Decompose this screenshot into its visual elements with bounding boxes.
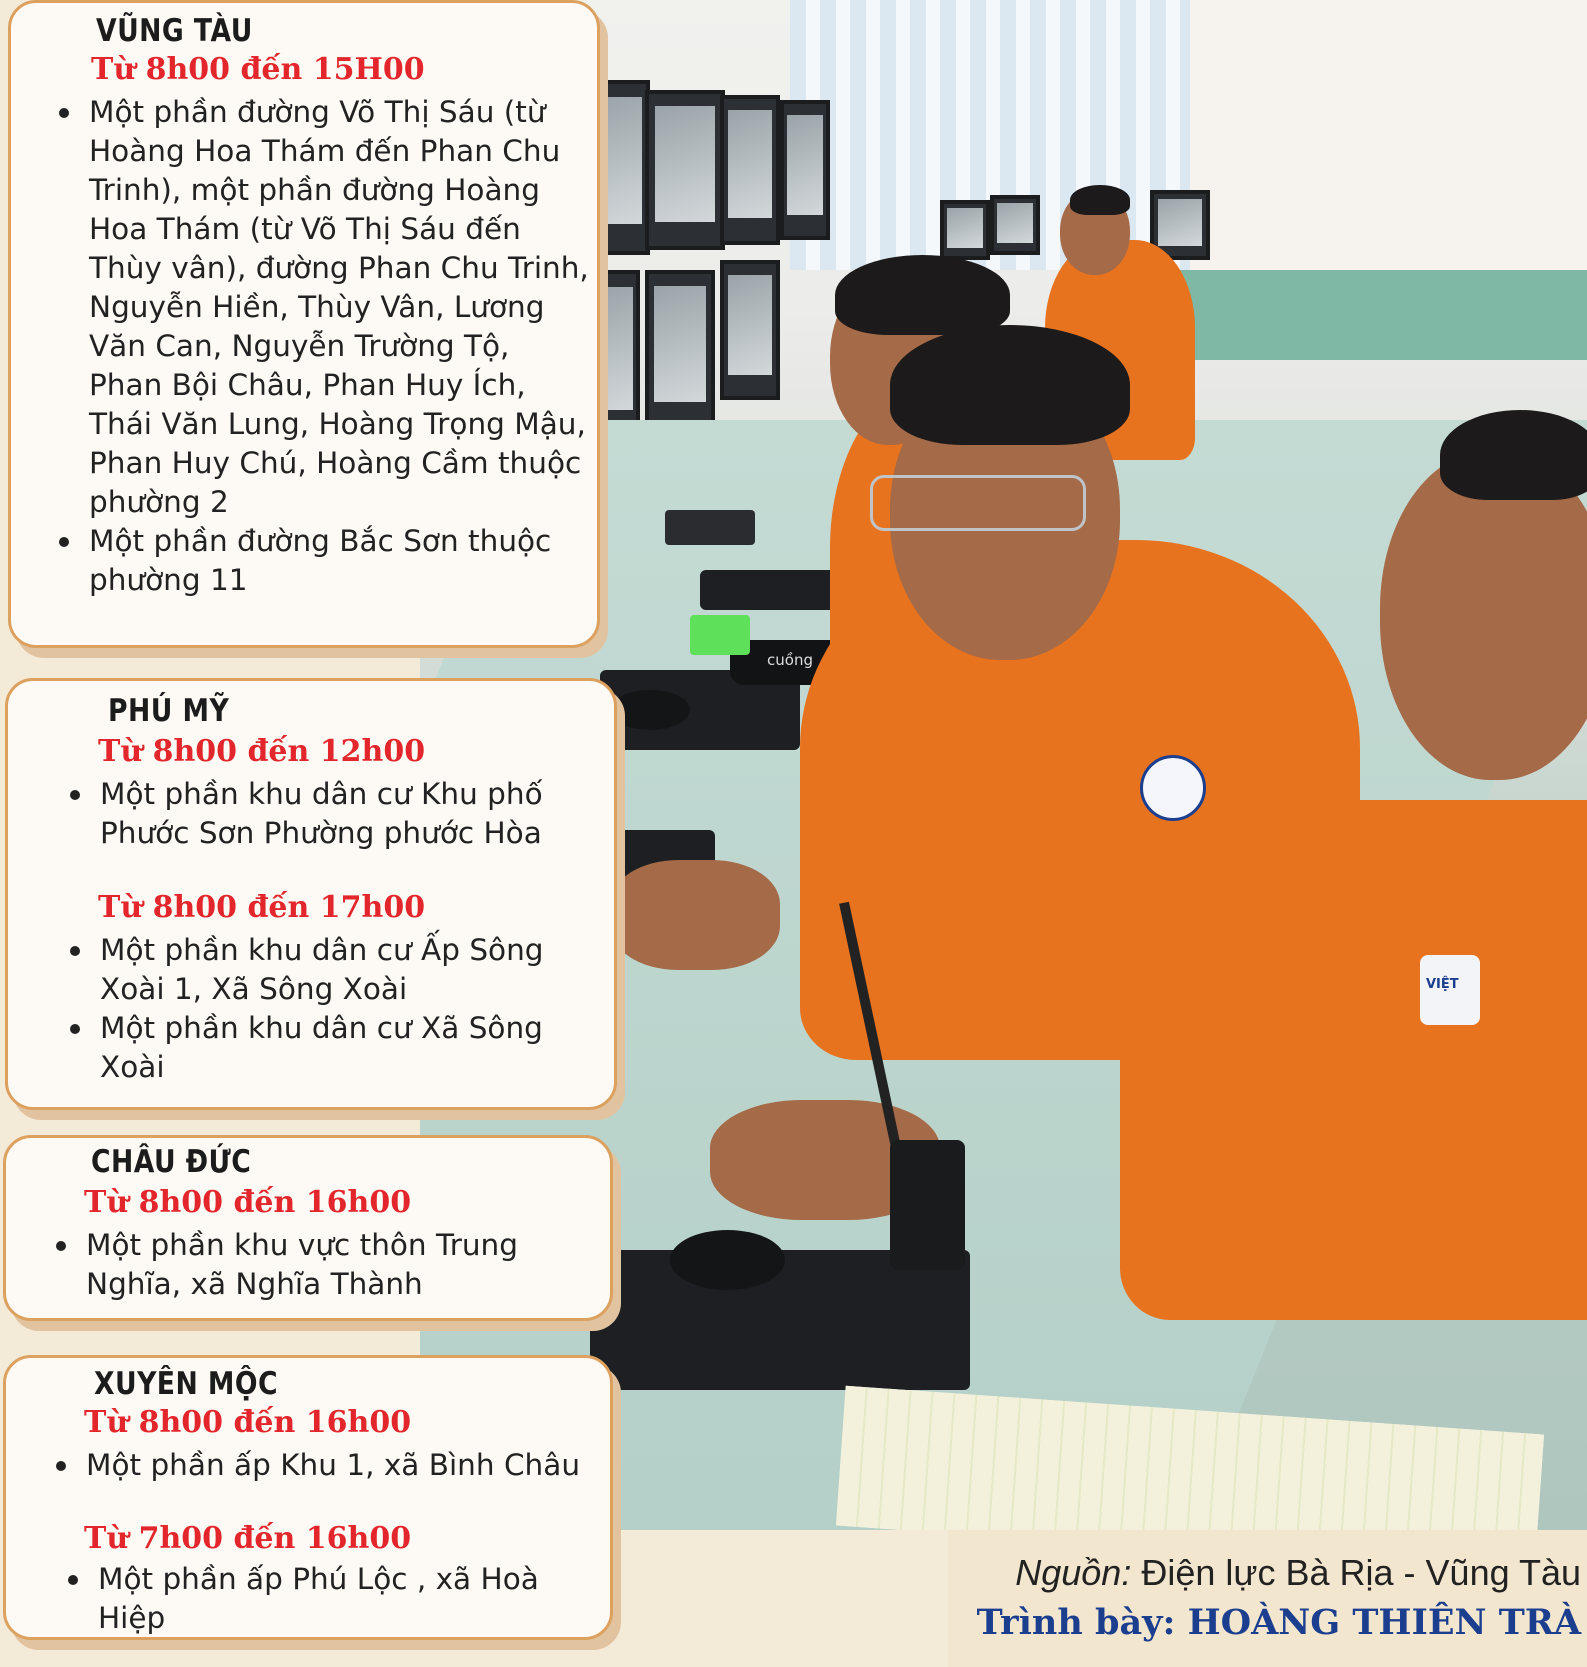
credits-box [948,1530,1587,1667]
time-range: Từ 8h00 đến 15H00 [91,52,425,87]
time-range: Từ 8h00 đến 16h00 [84,1405,412,1440]
back-wall [1190,0,1587,300]
mouse [610,690,690,730]
designer-line: Trình bày: HOÀNG THIÊN TRÀ [976,1602,1581,1643]
list-item: Một phần ấp Phú Lộc , xã Hoà Hiệp [98,1560,598,1638]
evn-logo-icon [1140,755,1206,821]
name-sign-text: cuồng [767,651,813,669]
monitor [990,195,1040,255]
region-title: CHÂU ĐỨC [91,1144,252,1180]
time-range: Từ 8h00 đến 12h00 [98,734,426,769]
eyeglasses [870,475,1086,531]
area-list [89,93,589,600]
monitor [720,95,780,245]
green-stand [690,615,750,655]
area-list [98,1560,598,1638]
monitor [780,100,830,240]
uniform-badge [1420,955,1480,1025]
monitor [720,260,780,400]
area-list [100,931,610,1087]
list-item: Một phần khu vực thôn Trung Nghĩa, xã Nghĩa Thành [86,1226,596,1304]
time-range: Từ 7h00 đến 16h00 [84,1521,412,1556]
card-vung-tau [8,0,600,648]
card-phu-my [5,678,617,1110]
worker-right [1120,800,1587,1320]
source-value: Điện lực Bà Rịa - Vũng Tàu [1141,1552,1581,1593]
worker-hair [890,325,1130,445]
monitor [645,90,725,250]
region-title: PHÚ MỸ [108,693,230,729]
mouse [670,1230,785,1290]
worker-hair [1440,410,1587,500]
list-item: Một phần khu dân cư Khu phố Phước Sơn Phường phước Hòa [100,775,610,853]
time-range: Từ 8h00 đến 17h00 [98,890,426,925]
source-label: Nguồn: [1015,1552,1132,1593]
monitor [940,200,990,260]
card-chau-duc [3,1135,613,1321]
area-list [86,1446,596,1485]
list-item: Một phần khu dân cư Ấp Sông Xoài 1, Xã Sông Xoài [100,931,610,1009]
keyboard [665,510,755,545]
area-list [86,1226,596,1304]
list-item: Một phần khu dân cư Xã Sông Xoài [100,1009,610,1087]
walkie-talkie [890,1140,965,1270]
region-title: XUYÊN MỘC [94,1366,278,1402]
region-title: VŨNG TÀU [96,13,253,49]
source-line [1015,1552,1581,1594]
list-item: Một phần ấp Khu 1, xã Bình Châu [86,1446,596,1485]
time-range: Từ 8h00 đến 16h00 [84,1185,412,1220]
list-item: Một phần đường Bắc Sơn thuộc phường 11 [89,522,589,600]
uniform-badge-text: VIỆT [1426,977,1459,992]
worker-hair [835,255,1010,335]
worker-hair [1070,185,1130,215]
monitor [645,270,715,430]
list-item: Một phần đường Võ Thị Sáu (từ Hoàng Hoa Thám đến Phan Chu Trinh), một phần đường Hoàng Hoa Thám (từ Võ Thị Sáu đến Thùy vân), đường Phan Chu Trinh, Nguyễn Hiền, Thùy Vân, Lương Văn Can, Nguyễn Trường Tộ, Phan Bội Châu, Phan Huy Ích, Thái Văn Lung, Hoàng Trọng Mậu, Phan Huy Chú, Hoàng Cầm thuộc phường 2 [89,93,589,522]
worker-hand [610,860,780,970]
card-xuyen-moc [3,1355,613,1640]
area-list [100,775,610,853]
